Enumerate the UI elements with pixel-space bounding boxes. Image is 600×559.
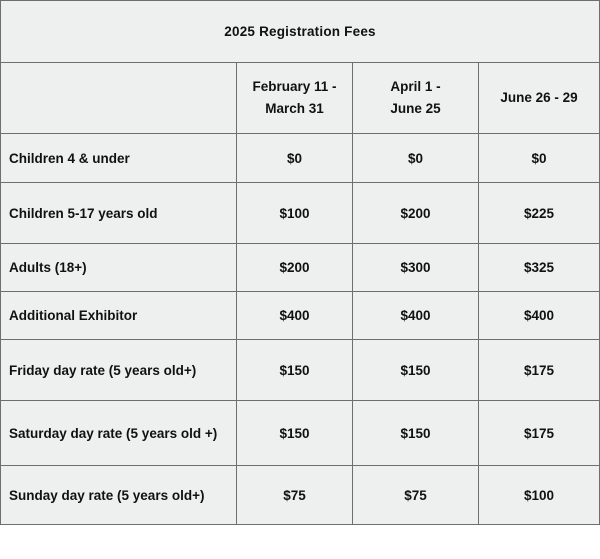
column-header-period-1-line2: March 31 xyxy=(265,101,324,116)
fee-cell: $300 xyxy=(353,244,479,292)
table-row xyxy=(1,401,600,466)
row-label: Children 5-17 years old xyxy=(1,183,237,244)
row-label: Friday day rate (5 years old+) xyxy=(1,340,237,401)
fee-cell: $400 xyxy=(237,292,353,340)
header-row xyxy=(1,63,600,134)
fee-cell: $225 xyxy=(479,183,600,244)
column-header-period-1 xyxy=(237,63,353,134)
table-row xyxy=(1,134,600,183)
fee-cell: $175 xyxy=(479,401,600,466)
table-row xyxy=(1,340,600,401)
fee-cell: $75 xyxy=(353,466,479,525)
column-header-period-2-line1: April 1 - xyxy=(390,79,441,94)
column-header-period-3 xyxy=(479,63,600,134)
row-label: Additional Exhibitor xyxy=(1,292,237,340)
column-header-period-3-line1: June 26 - 29 xyxy=(500,90,578,105)
fee-cell: $0 xyxy=(479,134,600,183)
row-label: Adults (18+) xyxy=(1,244,237,292)
fee-cell: $0 xyxy=(353,134,479,183)
table-row xyxy=(1,244,600,292)
table-row xyxy=(1,292,600,340)
table-title: 2025 Registration Fees xyxy=(1,1,600,63)
fee-cell: $150 xyxy=(237,401,353,466)
fee-cell: $175 xyxy=(479,340,600,401)
fee-cell: $100 xyxy=(237,183,353,244)
column-header-period-2-line2: June 25 xyxy=(390,101,441,116)
fee-cell: $200 xyxy=(237,244,353,292)
fee-cell: $400 xyxy=(479,292,600,340)
fee-cell: $150 xyxy=(353,340,479,401)
row-label: Sunday day rate (5 years old+) xyxy=(1,466,237,525)
fee-cell: $150 xyxy=(237,340,353,401)
fee-cell: $100 xyxy=(479,466,600,525)
fee-cell: $325 xyxy=(479,244,600,292)
fee-cell: $75 xyxy=(237,466,353,525)
fee-cell: $150 xyxy=(353,401,479,466)
table-row xyxy=(1,183,600,244)
row-label: Saturday day rate (5 years old +) xyxy=(1,401,237,466)
table-row xyxy=(1,466,600,525)
column-header-period-1-line1: February 11 - xyxy=(252,79,337,94)
column-header-period-2 xyxy=(353,63,479,134)
fee-cell: $0 xyxy=(237,134,353,183)
fee-cell: $400 xyxy=(353,292,479,340)
row-label: Children 4 & under xyxy=(1,134,237,183)
header-empty-cell xyxy=(1,63,237,134)
title-row xyxy=(1,1,600,63)
fee-cell: $200 xyxy=(353,183,479,244)
